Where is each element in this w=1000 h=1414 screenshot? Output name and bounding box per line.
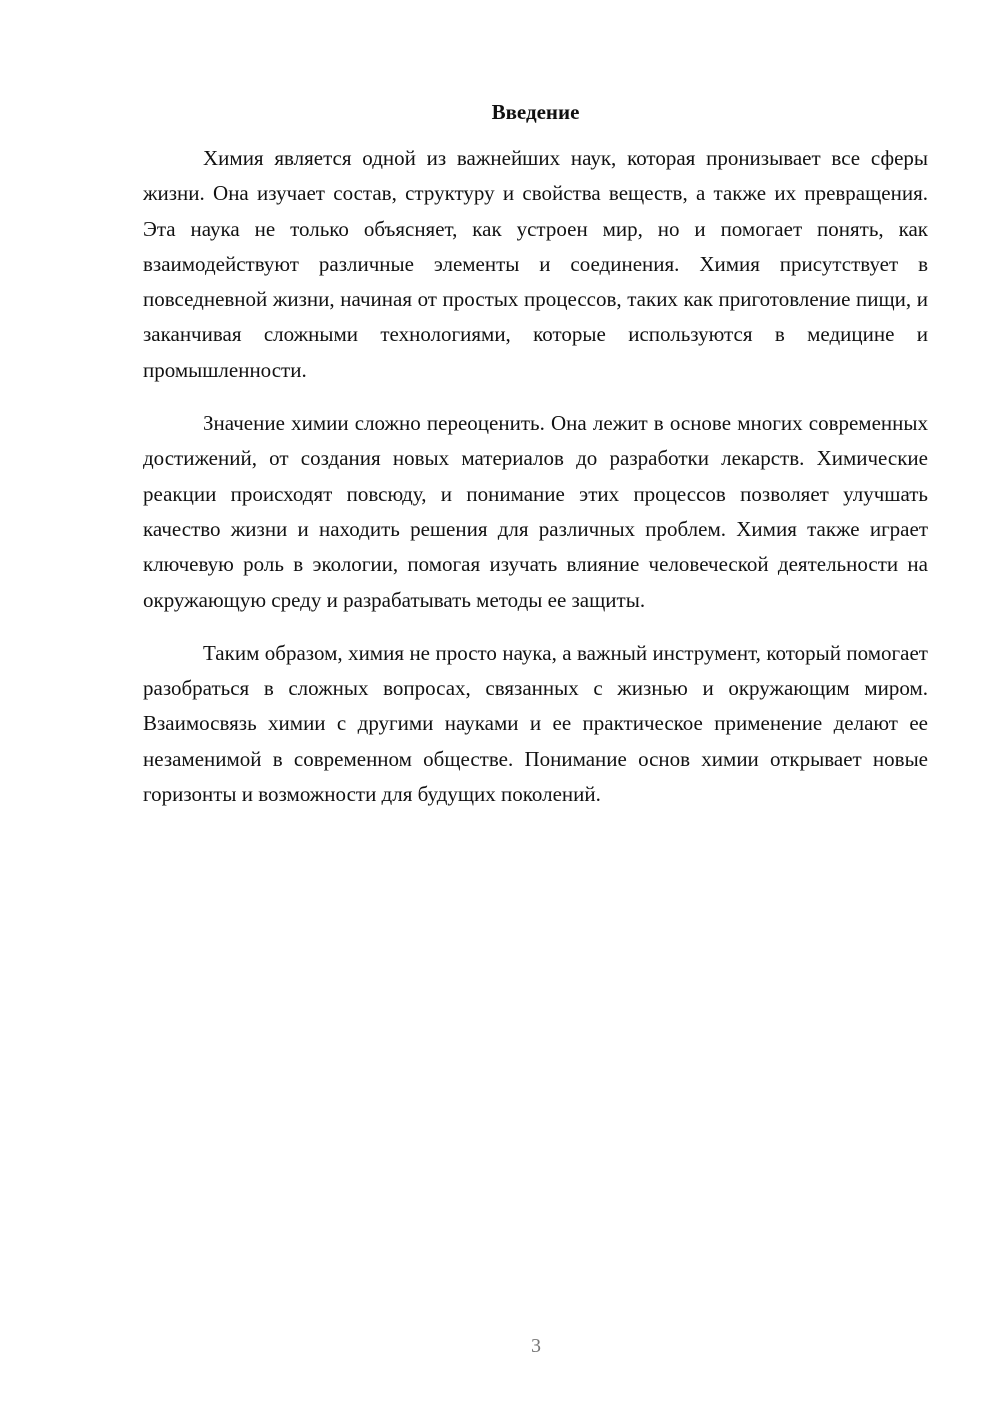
page-number: 3 [531,1335,541,1357]
paragraph-2: Значение химии сложно переоценить. Она лежит в основе многих современных достижений, от создания новых материалов до разработки лекарств. Химические реакции происходят повсюду, и понимание этих процессов позволяет улучшать качество жизни и находить решения для различных проблем. Химия также играет ключевую роль в экологии, помогая изучать влияние человеческой деятельности на окружающую среду и разрабатывать методы ее защиты. [143,411,928,612]
section-heading: Введение [491,100,580,124]
paragraph-3: Таким образом, химия не просто наука, а важный инструмент, который помогает разобраться в сложных вопросах, связанных с жизнью и окружающим миром. Взаимосвязь химии с другими науками и ее практическое применение делают ее незаменимой в современном обществе. Понимание основ химии открывает новые горизонты и возможности для будущих поколений. [143,640,928,807]
paragraph-1: Химия является одной из важнейших наук, которая пронизывает все сферы жизни. Она изучает состав, структуру и свойства веществ, а также их превращения. Эта наука не только объясняет, как устроен мир, но и помогает понять, как взаимодействуют различные элементы и соединения. Химия присутствует в повседневной жизни, начиная от простых процессов, таких как приготовление пищи, и заканчивая сложными технологиями, которые используются в медицине и промышленности. [143,146,928,382]
body-text [143,141,928,830]
